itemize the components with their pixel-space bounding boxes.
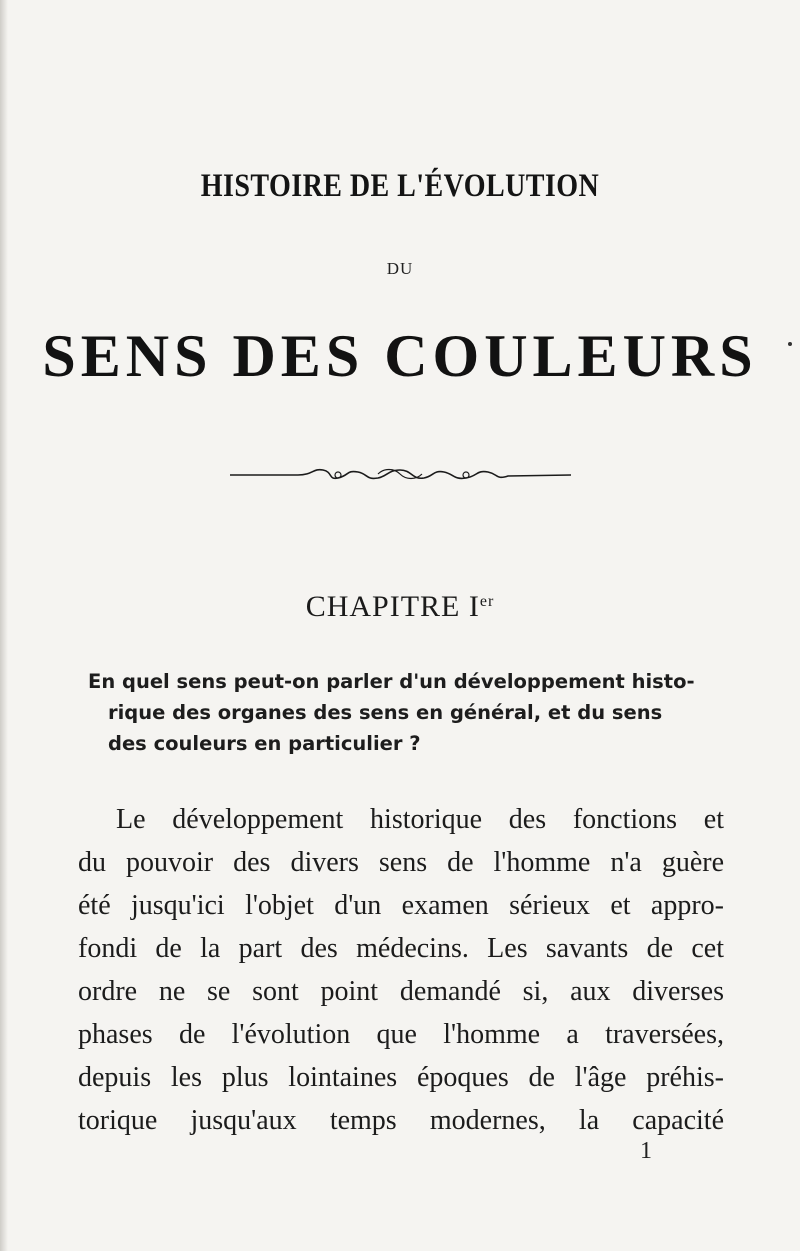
body-line: du pouvoir des divers sens de l'homme n'a guère xyxy=(78,847,724,878)
title-line-histoire: HISTOIRE DE L'ÉVOLUTION xyxy=(200,168,600,204)
question-line: des couleurs en particulier ? xyxy=(108,732,421,755)
chapter-label: CHAPITRE xyxy=(305,590,461,623)
body-line: phases de l'évolution que l'homme a traversées, xyxy=(78,1019,724,1050)
body-line: fondi de la part des médecins. Les savants de cet xyxy=(78,933,724,964)
chapter-superscript: er xyxy=(479,593,495,610)
question-line: rique des organes des sens en général, et du sens xyxy=(108,701,663,724)
title-main-sens-des-couleurs: SENS DES COULEURS xyxy=(42,323,758,389)
page-spine-shadow xyxy=(0,0,8,1251)
body-paragraph xyxy=(78,798,724,1142)
page-number: 1 xyxy=(640,1138,652,1164)
chapter-question xyxy=(88,666,728,759)
question-line: En quel sens peut-on parler d'un développement histo- xyxy=(88,670,695,693)
ornamental-rule-icon xyxy=(228,460,573,490)
body-line: été jusqu'ici l'objet d'un examen sérieux et appro- xyxy=(78,890,724,921)
body-line: ordre ne se sont point demandé si, aux diverses xyxy=(78,976,724,1007)
chapter-number: I xyxy=(468,590,480,623)
body-line: Le développement historique des fonctions et xyxy=(116,804,724,835)
body-line: depuis les plus lointaines époques de l'âge préhis- xyxy=(78,1062,724,1093)
body-line: torique jusqu'aux temps modernes, la capacité xyxy=(78,1105,724,1136)
paper-speck xyxy=(788,342,792,346)
title-du: DU xyxy=(386,259,414,278)
chapter-heading xyxy=(0,590,800,624)
